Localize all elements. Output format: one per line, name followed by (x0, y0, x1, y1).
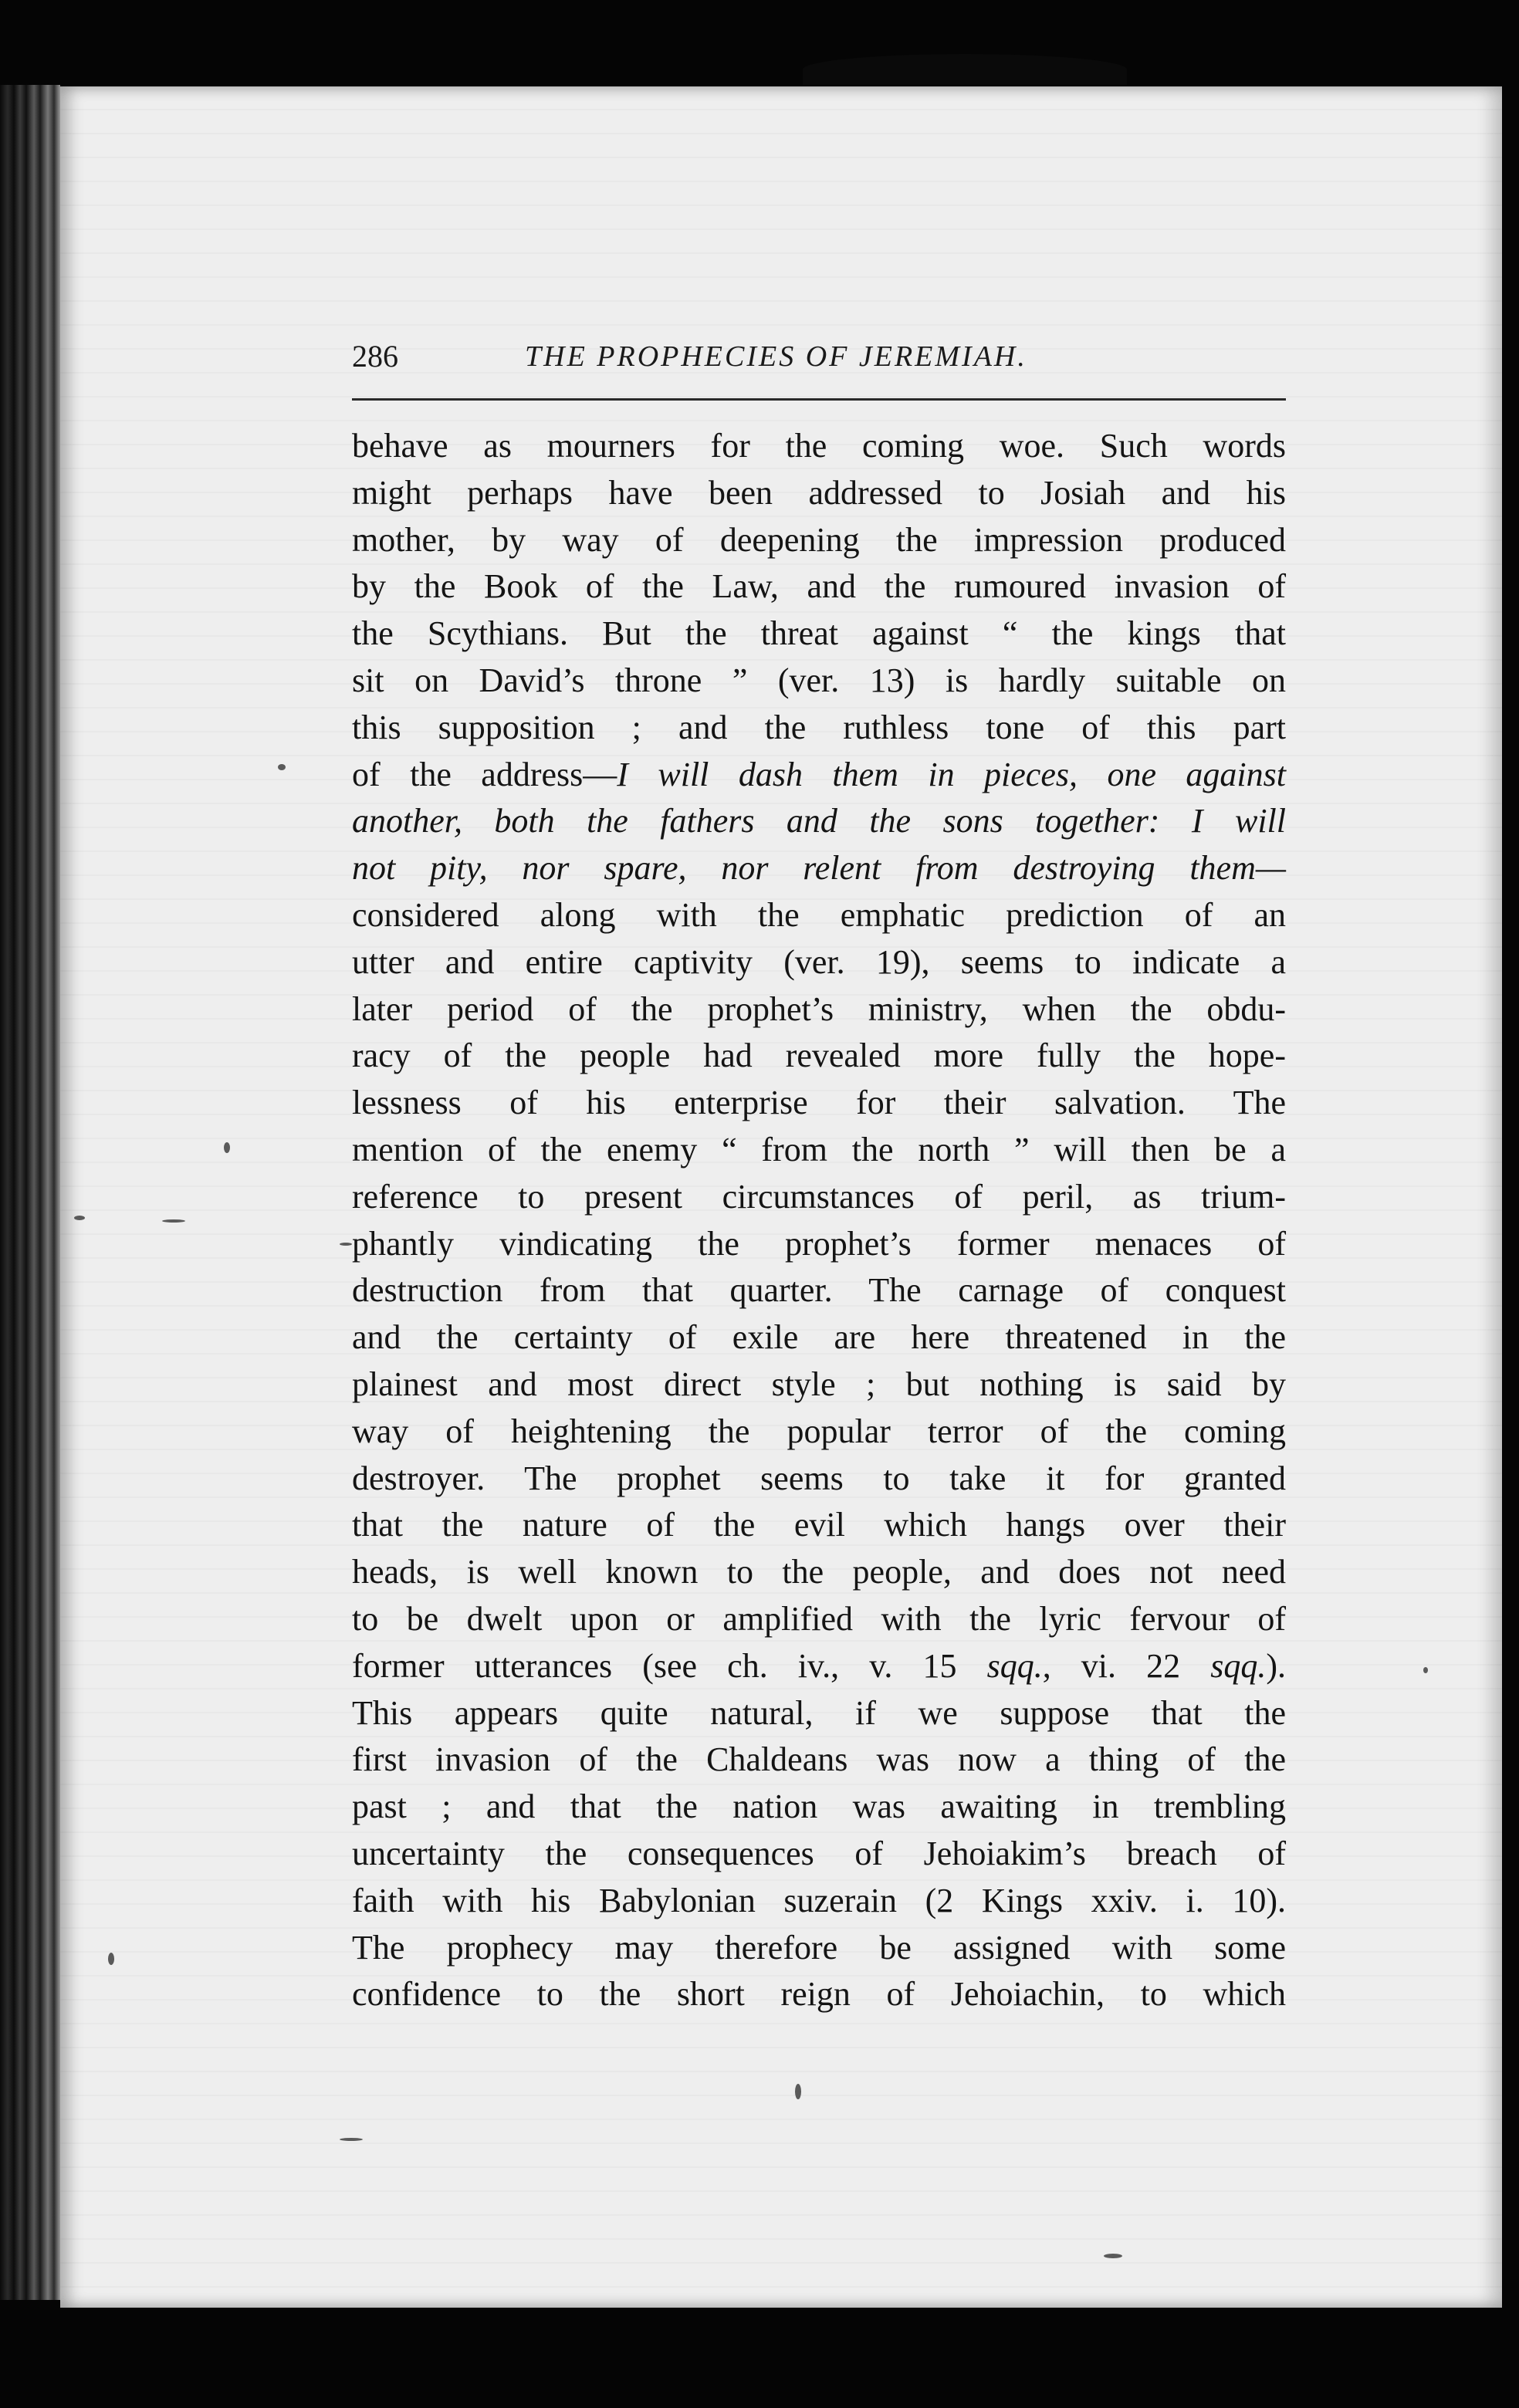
text-line (352, 845, 1286, 892)
text-segment: heads, is well known to the people, and does not need (352, 1553, 1286, 1591)
italic-text-segment: sqq. (1210, 1646, 1267, 1685)
text-line (352, 1174, 1286, 1221)
italic-text-segment: sqq. (986, 1646, 1043, 1685)
text-segment: sit on David’s throne ” (ver. 13) is hardly suitable on (352, 661, 1286, 699)
text-line (352, 658, 1286, 705)
text-segment: by the Book of the Law, and the rumoured invasion of (352, 567, 1286, 606)
text-segment: racy of the people had revealed more fully the hope- (352, 1037, 1286, 1075)
text-line (352, 470, 1286, 517)
running-title: THE PROPHECIES OF JEREMIAH. (525, 340, 1027, 373)
italic-text-segment: I will dash them in pieces, one against (617, 755, 1286, 793)
text-segment: phantly vindicating the prophet’s former menaces of (352, 1224, 1286, 1263)
text-line (352, 1127, 1286, 1174)
text-segment: destruction from that quarter. The carnage of conquest (352, 1271, 1286, 1310)
text-line (352, 1737, 1286, 1784)
text-segment: , vi. 22 (1042, 1646, 1211, 1685)
text-line (352, 892, 1286, 939)
text-line (352, 1456, 1286, 1503)
torn-edge (803, 54, 1127, 85)
text-line (352, 1549, 1286, 1596)
text-segment: that the nature of the evil which hangs over their (352, 1506, 1286, 1544)
text-line (352, 1971, 1286, 2018)
text-segment: destroyer. The prophet seems to take it for granted (352, 1459, 1286, 1497)
text-line (352, 1221, 1286, 1268)
text-segment: the Scythians. But the threat against “ the kings that (352, 614, 1286, 653)
text-line (352, 939, 1286, 986)
text-segment: The prophecy may therefore be assigned with some (352, 1928, 1286, 1967)
text-segment: confidence to the short reign of Jehoiachin, to which (352, 1975, 1286, 2014)
text-line (352, 1502, 1286, 1549)
page-number: 286 (352, 339, 398, 374)
text-segment: faith with his Babylonian suzerain (2 Kings xxiv. i. 10). (352, 1881, 1286, 1919)
text-line (352, 1409, 1286, 1456)
text-segment: later period of the prophet’s ministry, when the obdu- (352, 989, 1286, 1028)
text-segment: and the certainty of exile are here threatened in the (352, 1318, 1286, 1357)
text-segment: to be dwelt upon or amplified with the lyric fervour of (352, 1599, 1286, 1638)
text-line (352, 705, 1286, 752)
text-line (352, 423, 1286, 470)
text-line (352, 1361, 1286, 1409)
text-line (352, 1080, 1286, 1127)
text-line (352, 563, 1286, 610)
text-line (352, 1596, 1286, 1643)
text-segment: This appears quite natural, if we suppose that the (352, 1693, 1286, 1732)
text-segment: ). (1266, 1646, 1286, 1685)
text-segment: mother, by way of deepening the impression produced (352, 520, 1286, 559)
text-segment: past ; and that the nation was awaiting in trembling (352, 1787, 1286, 1826)
text-segment: uncertainty the consequences of Jehoiakim’s breach of (352, 1834, 1286, 1872)
text-line (352, 752, 1286, 799)
text-segment: behave as mourners for the coming woe. Such words (352, 427, 1286, 465)
text-line (352, 1267, 1286, 1314)
text-line (352, 1643, 1286, 1690)
book-spine (0, 85, 60, 2300)
text-segment: plainest and most direct style ; but nothing is said by (352, 1365, 1286, 1403)
text-line (352, 1831, 1286, 1878)
text-segment: mention of the enemy “ from the north ” will then be a (352, 1130, 1286, 1168)
text-line (352, 1314, 1286, 1361)
running-header (352, 333, 1286, 387)
text-line (352, 798, 1286, 845)
text-segment: former utterances (see ch. iv., v. 15 (352, 1646, 987, 1685)
text-line (352, 517, 1286, 564)
text-segment: first invasion of the Chaldeans was now a thing of the (352, 1740, 1286, 1779)
text-line (352, 986, 1286, 1033)
text-segment: utter and entire captivity (ver. 19), seems to indicate a (352, 942, 1286, 981)
text-segment: this supposition ; and the ruthless tone of this part (352, 708, 1286, 746)
text-segment: reference to present circumstances of peril, as trium- (352, 1177, 1286, 1216)
text-line (352, 1784, 1286, 1831)
text-line (352, 610, 1286, 658)
text-segment: lessness of his enterprise for their salvation. The (352, 1084, 1286, 1122)
text-segment: might perhaps have been addressed to Josiah and his (352, 473, 1286, 512)
text-line (352, 1878, 1286, 1925)
text-segment: way of heightening the popular terror of the coming (352, 1412, 1286, 1450)
body-text (352, 423, 1286, 2018)
text-segment: of the address— (352, 755, 617, 793)
text-segment: considered along with the emphatic prediction of an (352, 895, 1286, 934)
italic-text-segment: not pity, nor spare, nor relent from destroying them— (352, 849, 1286, 888)
text-line (352, 1925, 1286, 1972)
header-rule (352, 398, 1286, 401)
text-line (352, 1690, 1286, 1737)
text-line (352, 1033, 1286, 1080)
italic-text-segment: another, both the fathers and the sons together: I will (352, 802, 1286, 840)
